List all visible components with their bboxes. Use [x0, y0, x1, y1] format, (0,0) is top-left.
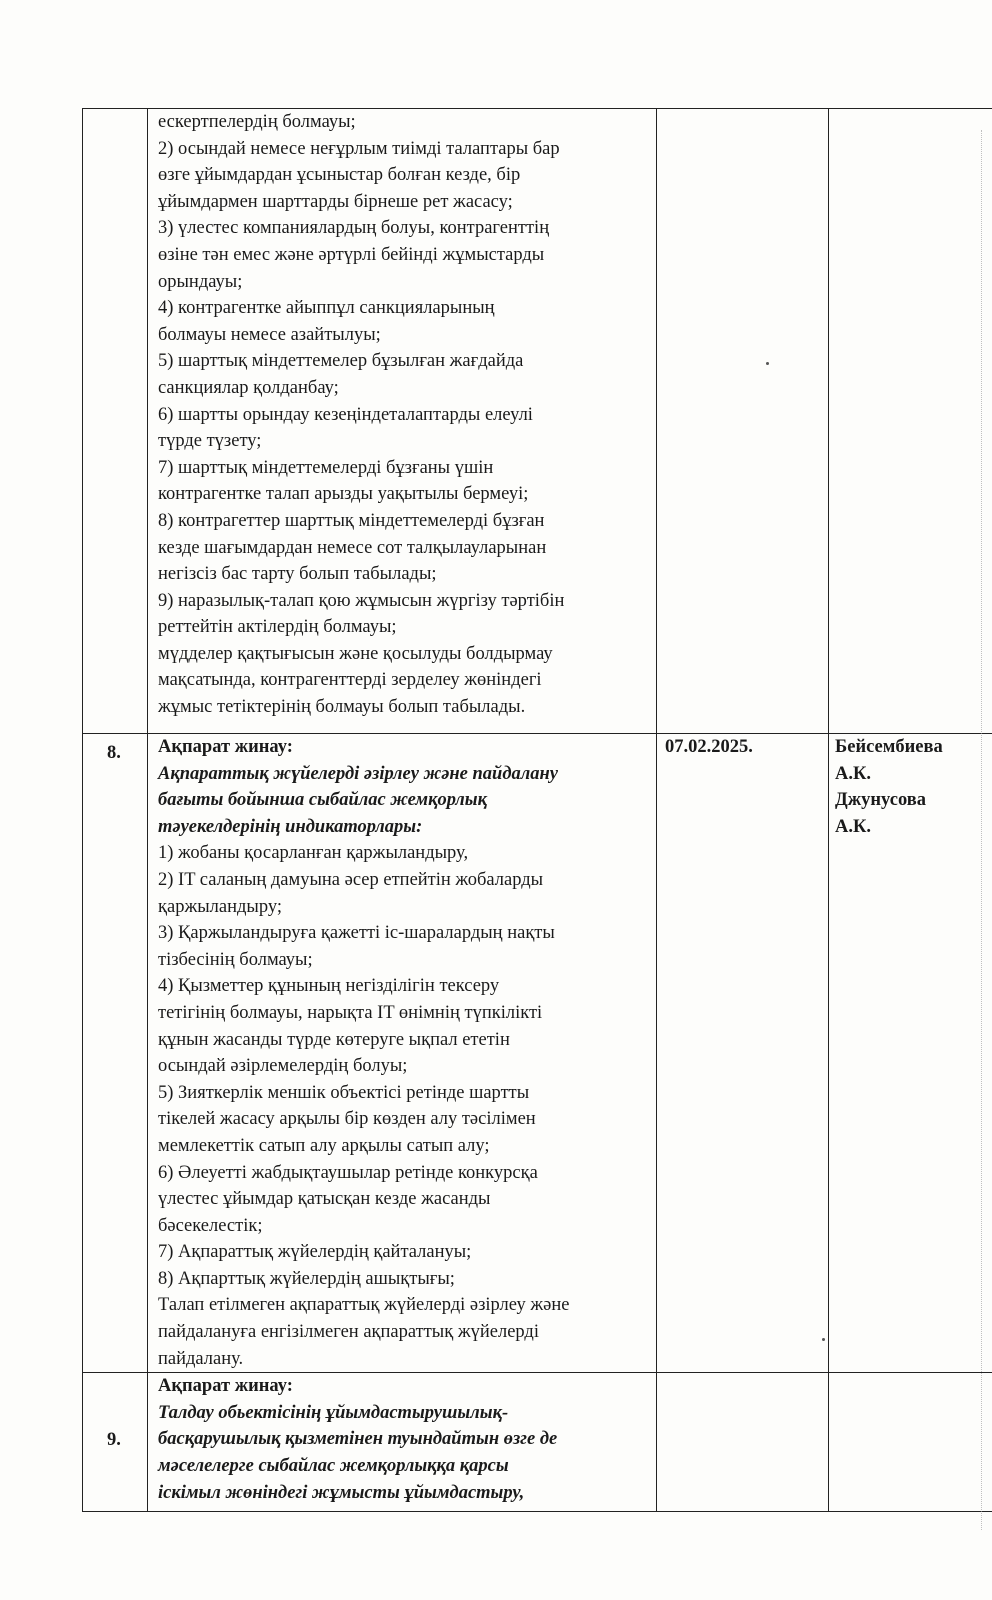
content-line: Талап етілмеген ақпараттық жүйелерді әзірлеу және	[158, 1295, 570, 1316]
row-number: 8.	[107, 743, 121, 763]
row-heading: Ақпарат жинау:	[158, 1376, 293, 1397]
row-responsible-cell	[829, 109, 992, 734]
content-line: ұйымдармен шарттарды бірнеше рет жасасу;	[158, 191, 513, 212]
row-subheading-line: басқарушылық қызметінен туындайтын өзге де	[158, 1429, 558, 1450]
content-line: пайдалану.	[158, 1348, 244, 1369]
row-content-cell	[148, 1373, 657, 1512]
row-subheading-line: іскімыл жөніндегі жұмысты ұйымдастыру,	[158, 1482, 525, 1503]
row-subheading-line: бағыты бойынша сыбайлас жемқорлық	[158, 790, 487, 811]
row-date: 07.02.2025.	[665, 737, 753, 757]
table-row	[83, 109, 992, 734]
row-responsible-cell	[829, 734, 992, 1373]
scan-speck	[766, 362, 769, 365]
content-line: 9) наразылық-талап қою жұмысын жүргізу тәртібін	[158, 590, 565, 611]
content-line: үлестес ұйымдар қатысқан кезде жасанды	[158, 1189, 491, 1210]
row-subheading-line: Ақпараттық жүйелерді әзірлеу және пайдалану	[158, 763, 558, 784]
content-line: контрагентке талап арызды уақытылы бермеуі;	[158, 484, 529, 505]
content-line: түрде түзету;	[158, 431, 262, 452]
content-line: тізбесінің болмауы;	[158, 949, 313, 970]
content-line: өзге ұйымдардан ұсыныстар болған кезде, бір	[158, 165, 521, 186]
content-line: орындауы;	[158, 271, 243, 292]
content-line: жұмыс тетіктерінің болмауы болып табылады.	[158, 697, 526, 718]
content-line: қаржыландыру;	[158, 896, 282, 917]
row-date-cell	[657, 109, 829, 734]
row-number-cell	[83, 734, 148, 1373]
table-row	[83, 734, 992, 1373]
content-line: өзіне тән емес және әртүрлі бейінді жұмыстарды	[158, 244, 545, 265]
scan-edge-artifact	[981, 130, 992, 1530]
content-line: 3) үлестес компаниялардың болуы, контрагенттің	[158, 218, 550, 239]
content-line: 7) шарттық міндеттемелерді бұзғаны үшін	[158, 457, 494, 478]
responsible-initials: А.К.	[835, 763, 872, 784]
row-date-cell	[657, 734, 829, 1373]
row-date-cell	[657, 1373, 829, 1512]
responsible-name: Бейсембиева	[835, 737, 943, 757]
content-line: 8) Ақпарттық жүйелердің ашықтығы;	[158, 1268, 455, 1289]
content-line: болмауы немесе азайтылуы;	[158, 324, 381, 345]
content-line: 2) IT саланың дамуына әсер етпейтін жобаларды	[158, 869, 544, 890]
row-heading: Ақпарат жинау:	[158, 737, 293, 757]
content-line: осындай әзірлемелердің болуы;	[158, 1056, 408, 1077]
content-line: 4) контрагентке айыппұл санкцияларының	[158, 298, 495, 319]
row-content-cell	[148, 109, 657, 734]
content-line: 5) Зияткерлік меншік объектісі ретінде шартты	[158, 1082, 530, 1103]
row-number: 9.	[107, 1430, 121, 1451]
content-line: 7) Ақпараттық жүйелердің қайталануы;	[158, 1242, 472, 1263]
content-line: пайдалануға енгізілмеген ақпараттық жүйелерді	[158, 1322, 539, 1343]
row-responsible-cell	[829, 1373, 992, 1512]
content-line: 1) жобаны қосарланған қаржыландыру,	[158, 843, 469, 864]
content-line: реттейтін актілердің болмауы;	[158, 617, 397, 638]
row-subheading-line: мәселелерге сыбайлас жемқорлыққа қарсы	[158, 1456, 509, 1477]
content-line: тетігінің болмауы, нарықта IT өнімнің түпкілікті	[158, 1002, 543, 1023]
row-subheading-line: тәуекелдерінің индикаторлары:	[158, 816, 423, 837]
content-line: тікелей жасасу арқылы бір көзден алу тәсілімен	[158, 1109, 536, 1130]
content-line: 2) осындай немесе неғұрлым тиімді талаптары бар	[158, 138, 560, 159]
content-line: 5) шарттық міндеттемелер бұзылған жағдайда	[158, 351, 524, 372]
table-row	[83, 1373, 992, 1512]
content-line: 8) контрагеттер шарттық міндеттемелерді бұзған	[158, 510, 545, 531]
row-content-cell	[148, 734, 657, 1373]
document-table	[82, 108, 992, 1512]
content-line: мемлекеттік сатып алу арқылы сатып алу;	[158, 1135, 490, 1156]
content-line: негізсіз бас тарту болып табылады;	[158, 564, 437, 585]
content-line: ескертпелердің болмауы;	[158, 112, 356, 132]
scan-speck	[822, 1338, 825, 1341]
content-line: бәсекелестік;	[158, 1215, 263, 1236]
responsible-name: Джунусова	[835, 790, 926, 811]
content-line: 4) Қызметтер құнының негізділігін тексеру	[158, 976, 500, 997]
content-line: мақсатында, контрагенттерді зерделеу жөніндегі	[158, 670, 542, 691]
responsible-initials: А.К.	[835, 816, 872, 837]
content-line: құнын жасанды түрде көтеруге ықпал ететін	[158, 1029, 510, 1050]
content-line: кезде шағымдардан немесе сот талқылауларынан	[158, 537, 547, 558]
content-line: 3) Қаржыландыруға қажетті іс-шаралардың нақты	[158, 923, 555, 944]
content-line: мүдделер қақтығысын және қосылуды болдырмау	[158, 643, 553, 664]
content-line: санкциялар қолданбау;	[158, 377, 339, 398]
content-line: 6) шартты орындау кезеңіндеталаптарды елеулі	[158, 404, 533, 425]
row-subheading-line: Талдау обьектісінің ұйымдастырушылық-	[158, 1402, 509, 1423]
row-number-cell	[83, 109, 148, 734]
content-line: 6) Әлеуетті жабдықтаушылар ретінде конкурсқа	[158, 1162, 538, 1183]
row-number-cell	[83, 1373, 148, 1512]
